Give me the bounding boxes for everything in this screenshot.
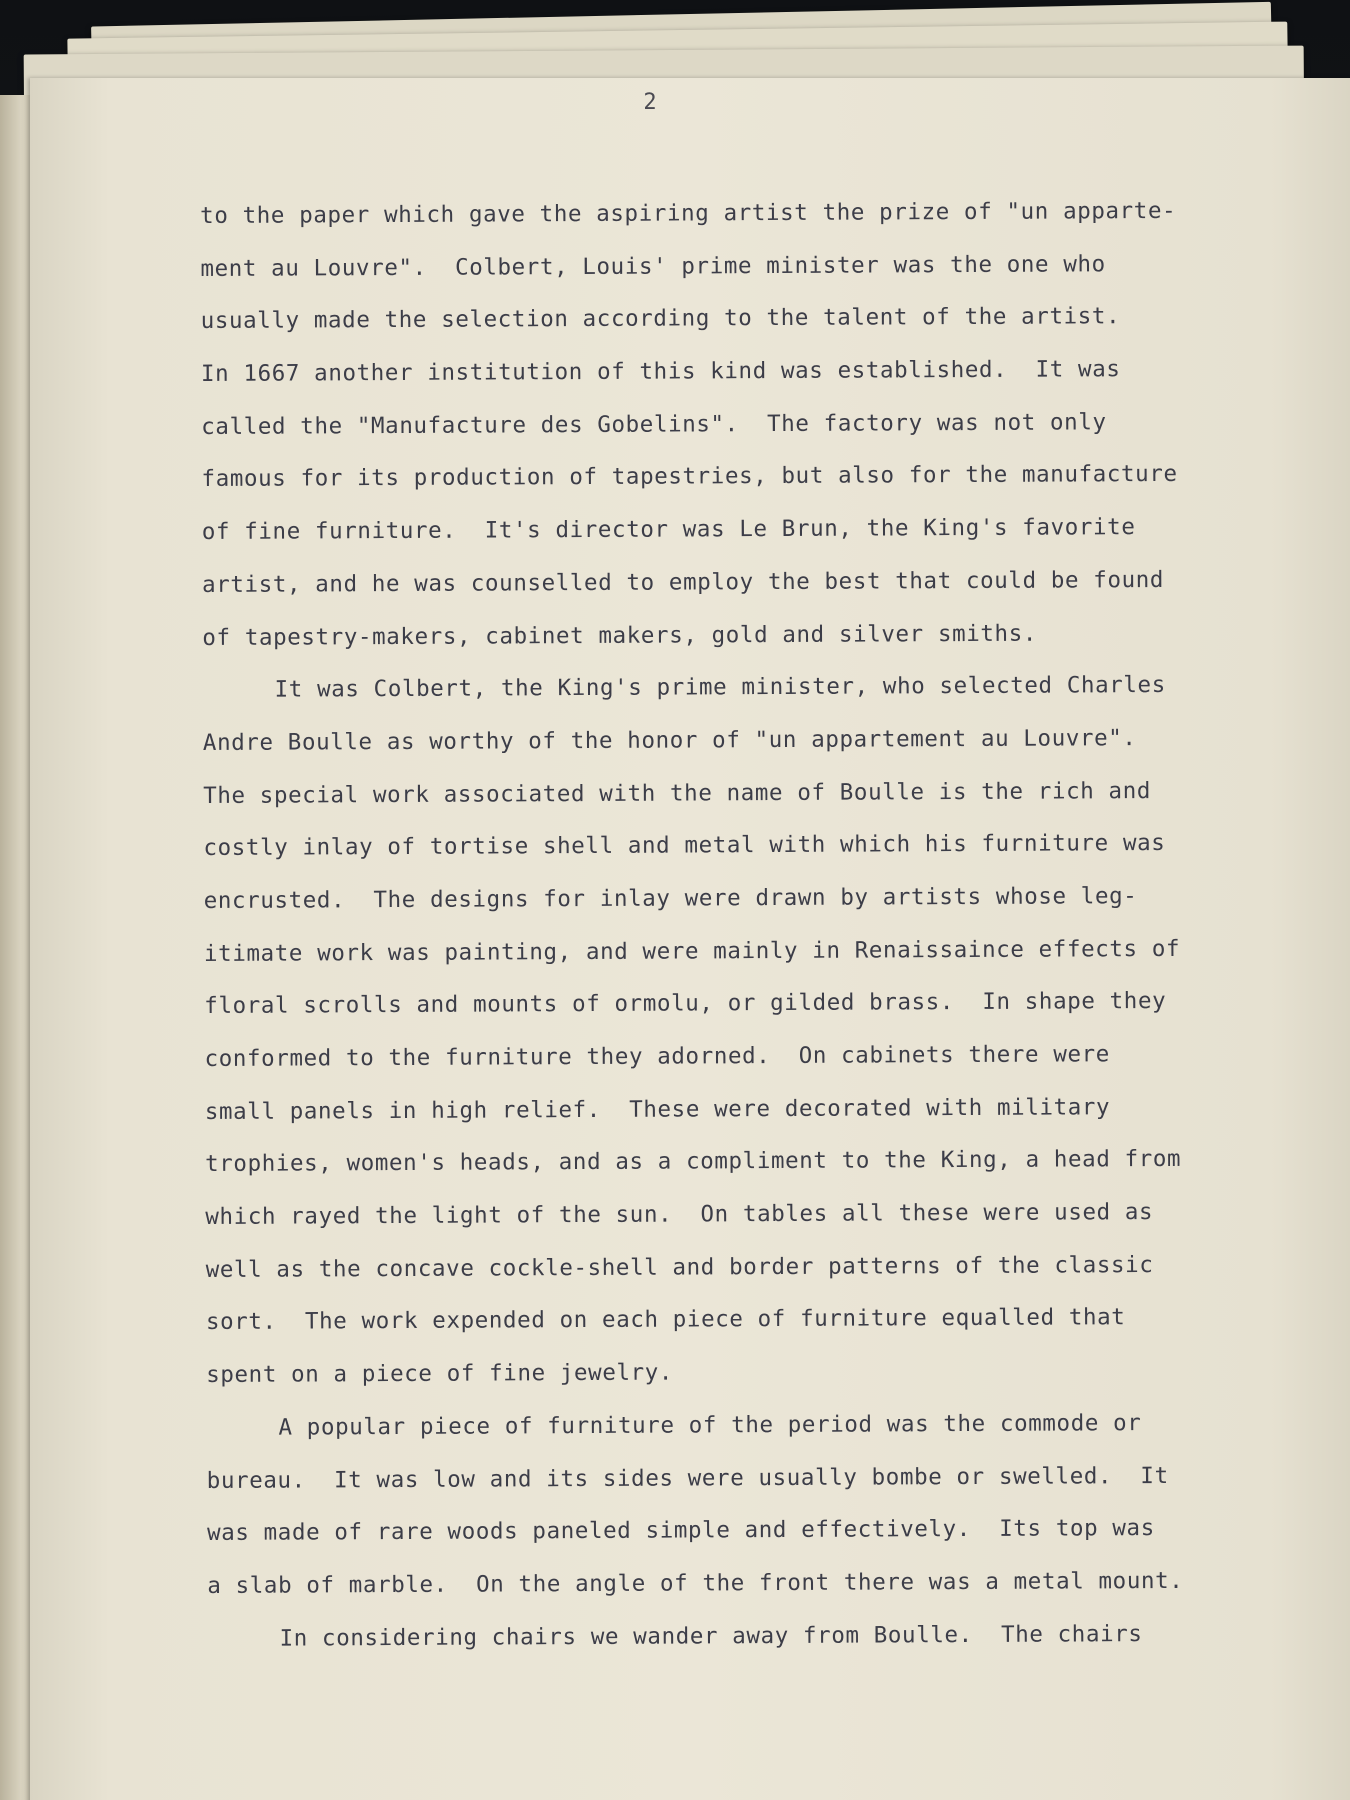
text-line: spent on a piece of fine jewelry. — [206, 1359, 674, 1389]
text-line: ment au Louvre". Colbert, Louis' prime minister was the one who — [200, 250, 1106, 282]
text-line: bureau. It was low and its sides were usually bombe or swelled. It — [206, 1462, 1169, 1494]
text-line: famous for its production of tapestries, but also for the manufacture — [201, 461, 1178, 493]
text-line: floral scrolls and mounts of ormolu, or gilded brass. In shape they — [204, 988, 1167, 1020]
text-line: well as the concave cockle-shell and border patterns of the classic — [205, 1251, 1154, 1283]
text-line: which rayed the light of the sun. On tables all these were used as — [205, 1199, 1154, 1231]
text-line: a slab of marble. On the angle of the front there was a metal mount. — [207, 1567, 1184, 1599]
text-line: small panels in high relief. These were decorated with military — [204, 1093, 1111, 1125]
text-line: sort. The work expended on each piece of furniture equalled that — [205, 1304, 1126, 1336]
text-line: It was Colbert, the King's prime minister, who selected Charles — [274, 672, 1166, 703]
text-line: A popular piece of furniture of the period was the commode or — [278, 1409, 1142, 1441]
text-line: of tapestry-makers, cabinet makers, gold and silver smiths. — [202, 620, 1038, 651]
text-line: In considering chairs we wander away from Boulle. The chairs — [279, 1620, 1143, 1652]
text-line: trophies, women's heads, and as a compliment to the King, a head from — [205, 1146, 1182, 1178]
text-line: itimate work was painting, and were mainly in Renaissaince effects of — [203, 935, 1181, 967]
text-line: called the "Manufacture des Gobelins". The factory was not only — [201, 409, 1107, 440]
text-line: In 1667 another institution of this kind was established. It was — [200, 356, 1121, 388]
text-line: artist, and he was counselled to employ the best that could be found — [201, 566, 1165, 598]
text-line: encrusted. The designs for inlay were drawn by artists whose leg- — [203, 883, 1138, 914]
page-number: 2 — [643, 90, 657, 115]
text-line: usually made the selection according to the talent of the artist. — [200, 303, 1121, 335]
text-line: conformed to the furniture they adorned. On cabinets there were — [204, 1041, 1110, 1072]
typewritten-page — [30, 78, 1350, 1800]
text-line: The special work associated with the name of Boulle is the rich and — [203, 777, 1152, 809]
text-line: was made of rare woods paneled simple and effectively. Its top was — [206, 1515, 1155, 1547]
text-line: to the paper which gave the aspiring artist the prize of "un apparte- — [200, 197, 1177, 229]
page-body — [200, 184, 1298, 1665]
text-line: costly inlay of tortise shell and metal with which his furniture was — [203, 830, 1166, 862]
text-line: of fine furniture. It's director was Le Brun, the King's favorite — [201, 514, 1136, 546]
text-line: Andre Boulle as worthy of the honor of "un appartement au Louvre". — [202, 724, 1137, 756]
